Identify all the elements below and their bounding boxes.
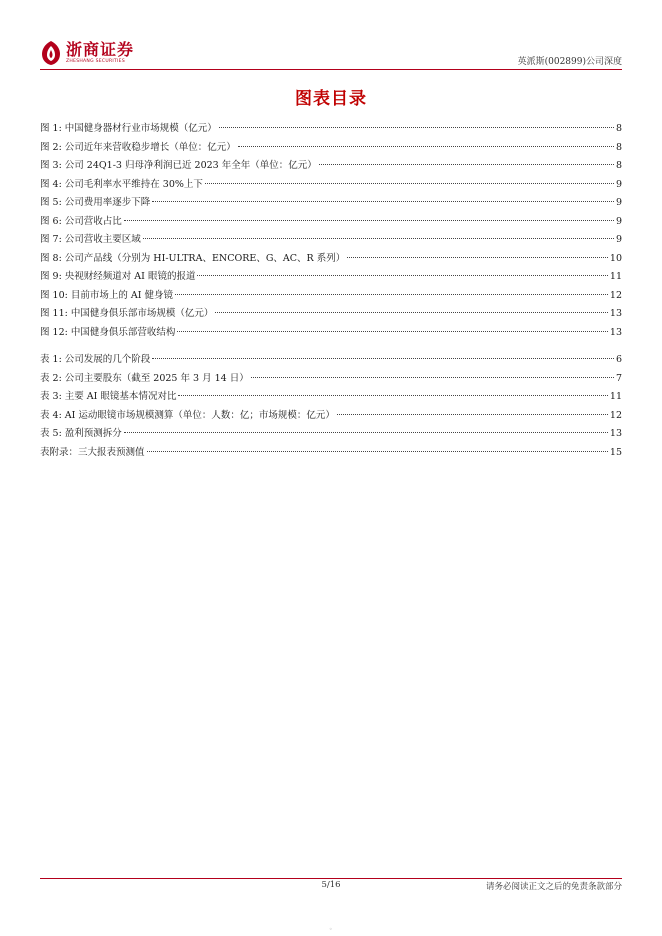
toc-entry-page: 9 — [615, 215, 622, 227]
figure-toc-entry[interactable] — [40, 157, 622, 176]
toc-entry-label: 图 5: 公司费用率逐步下降 — [40, 197, 151, 208]
figure-toc-entry[interactable] — [40, 268, 622, 287]
figure-toc-entry[interactable] — [40, 120, 622, 139]
toc-entry-page: 9 — [615, 234, 622, 245]
figure-list — [40, 120, 622, 342]
toc-entry-label: 表 4: AI 运动眼镜市场规模测算（单位：人数：亿；市场规模：亿元） — [40, 409, 335, 421]
dot-leader — [124, 432, 608, 433]
dot-leader — [219, 127, 614, 128]
toc-entry-page: 9 — [615, 197, 622, 208]
toc-entry-label: 图 11: 中国健身俱乐部市场规模（亿元） — [40, 308, 214, 319]
dot-leader — [152, 358, 614, 359]
toc-entry-label: 表 2: 公司主要股东（截至 2025 年 3 月 14 日） — [40, 372, 249, 384]
dot-leader — [319, 164, 614, 165]
page-header — [40, 38, 622, 72]
figure-toc-entry[interactable] — [40, 324, 622, 343]
dot-leader — [205, 183, 614, 184]
table-toc-entry[interactable] — [40, 370, 622, 389]
figure-toc-entry[interactable] — [40, 231, 622, 250]
toc-entry-page: 9 — [615, 178, 622, 190]
figure-toc-entry[interactable] — [40, 287, 622, 306]
dot-leader — [152, 201, 614, 202]
dot-leader — [124, 220, 614, 221]
figure-toc-entry[interactable] — [40, 176, 622, 195]
toc-entry-label: 图 6: 公司营收占比 — [40, 215, 122, 227]
dot-leader — [347, 257, 608, 258]
toc-entry-page: 13 — [609, 308, 622, 319]
header-divider — [40, 69, 622, 70]
toc-entry-label: 图 8: 公司产品线（分别为 HI-ULTRA、ENCORE、G、AC、R 系列） — [40, 252, 346, 264]
logo-english-name: ZHESHANG SECURITIES — [66, 59, 125, 64]
toc-entry-page: 8 — [615, 141, 622, 153]
dot-leader — [178, 395, 607, 396]
toc-entry-label: 表附录：三大报表预测值 — [40, 446, 145, 458]
dot-leader — [337, 414, 608, 415]
toc-entry-page: 13 — [609, 326, 622, 338]
page-marker: ◦ — [329, 926, 333, 933]
toc-entry-label: 表 3: 主要 AI 眼镜基本情况对比 — [40, 391, 177, 402]
toc-entry-page: 11 — [609, 391, 622, 402]
toc-entry-label: 图 3: 公司 24Q1-3 归母净利润已近 2023 年全年（单位：亿元） — [40, 160, 317, 171]
logo-chinese-name: 浙商证券 — [66, 40, 135, 59]
table-toc-entry[interactable] — [40, 388, 622, 407]
table-list — [40, 351, 622, 462]
table-toc-entry[interactable] — [40, 351, 622, 370]
toc-entry-page: 10 — [609, 252, 622, 264]
toc-entry-label: 图 1: 中国健身器材行业市场规模（亿元） — [40, 123, 217, 134]
dot-leader — [143, 238, 614, 239]
dot-leader — [215, 312, 608, 313]
toc-entry-label: 图 7: 公司营收主要区域 — [40, 234, 141, 245]
dot-leader — [197, 275, 607, 276]
toc-entry-page: 7 — [615, 372, 622, 384]
page-number: 5/16 — [321, 880, 341, 890]
dot-leader — [175, 294, 608, 295]
toc-title: 图表目录 — [295, 89, 367, 109]
toc-entry-label: 图 12: 中国健身俱乐部营收结构 — [40, 326, 176, 338]
toc-entry-label: 图 10: 目前市场上的 AI 健身镜 — [40, 289, 173, 301]
figure-toc-entry[interactable] — [40, 305, 622, 324]
company-logo — [40, 40, 134, 66]
figure-toc-entry[interactable] — [40, 139, 622, 158]
table-toc-entry[interactable] — [40, 425, 622, 444]
toc-entry-page: 11 — [609, 271, 622, 282]
toc-entry-label: 图 2: 公司近年来营收稳步增长（单位：亿元） — [40, 141, 236, 153]
table-toc-entry[interactable] — [40, 407, 622, 426]
toc-entry-page: 15 — [609, 446, 622, 458]
toc-entry-label: 图 4: 公司毛利率水平维持在 30%上下 — [40, 178, 203, 190]
table-toc-entry[interactable] — [40, 444, 622, 463]
footer-divider — [40, 878, 622, 879]
dot-leader — [177, 331, 608, 332]
toc-entry-page: 12 — [609, 409, 622, 421]
dot-leader — [238, 146, 614, 147]
toc-entry-page: 6 — [615, 354, 622, 365]
dot-leader — [147, 451, 608, 452]
toc-entry-page: 13 — [609, 428, 622, 439]
toc-entry-page: 8 — [615, 160, 622, 171]
toc-entry-page: 12 — [609, 289, 622, 301]
toc-entry-label: 图 9: 央视财经频道对 AI 眼镜的报道 — [40, 271, 196, 282]
toc-entry-page: 8 — [615, 123, 622, 134]
footer-disclaimer: 请务必阅读正文之后的免责条款部分 — [485, 882, 622, 892]
logo-mark-icon — [40, 40, 62, 66]
figure-toc-entry[interactable] — [40, 213, 622, 232]
figure-toc-entry[interactable] — [40, 194, 622, 213]
figure-toc-entry[interactable] — [40, 250, 622, 269]
dot-leader — [251, 377, 614, 378]
toc-entry-label: 表 1: 公司发展的几个阶段 — [40, 354, 151, 365]
toc-entry-label: 表 5: 盈利预测拆分 — [40, 428, 122, 439]
report-tag: 英派斯(002899)公司深度 — [517, 57, 622, 67]
